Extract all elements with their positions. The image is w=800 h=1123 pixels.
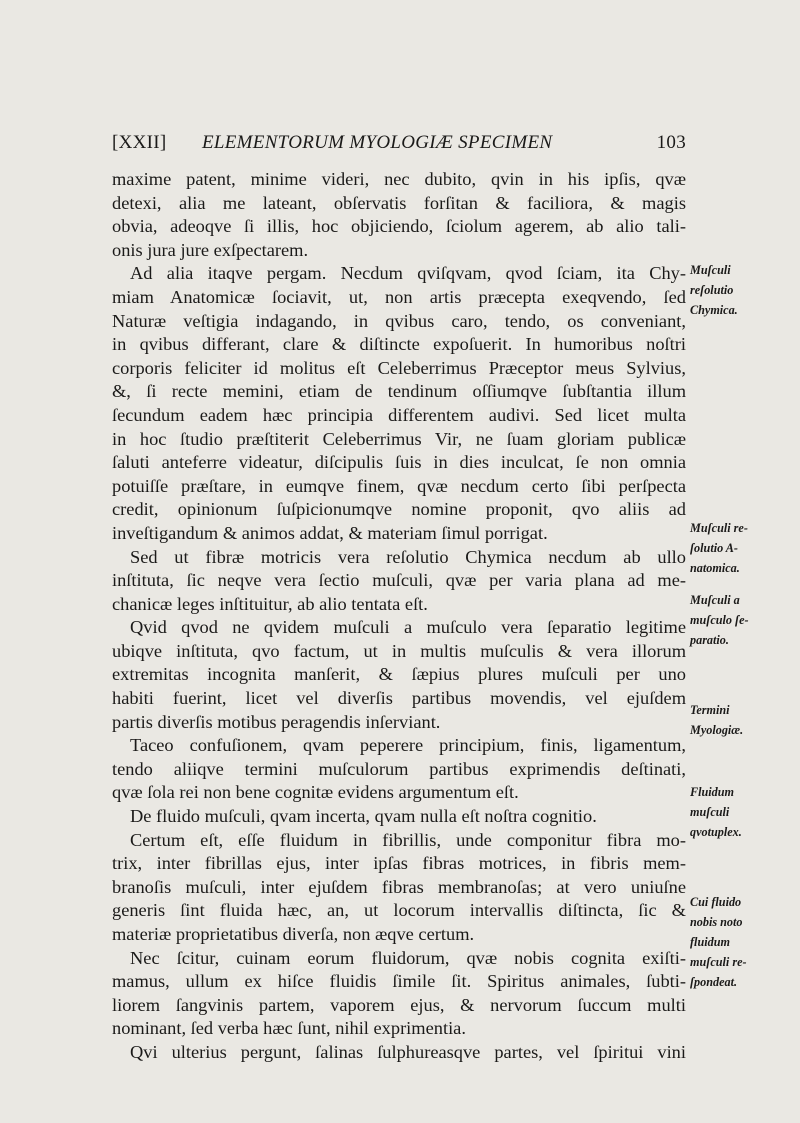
text-line: generis ſint fluida hæc, an, ut locorum intervallis diſtincta, ſic &: [112, 900, 686, 921]
text-line: partis diverſis motibus peragendis inſerviant.: [112, 711, 441, 732]
text-line: mamus, ullum ex hiſce fluidis ſimile ſit. Spiritus animales, ſubti-: [112, 971, 686, 992]
text-line: inſtituta, ſic neqve vera ſectio muſculi, qvæ per varia plana ad me-: [112, 570, 686, 591]
margin-note-line: ſpondeat.: [690, 975, 738, 989]
page-number: 103: [656, 132, 686, 153]
text-line: Qvid qvod ne qvidem muſculi a muſculo vera ſeparatio legitime: [130, 617, 686, 638]
margin-note: [690, 590, 790, 650]
margin-note: [690, 782, 790, 842]
text-line: &, ſi recte memini, etiam de tendinum oſſiumqve ſubſtantia illum: [112, 381, 686, 402]
text-line: Qvi ulterius pergunt, ſalinas ſulphureasqve partes, vel ſpiritui vini: [130, 1041, 686, 1062]
text-line: ſecundum eadem hæc principia differentem audivi. Sed licet multa: [112, 404, 686, 425]
text-line: trix, inter fibrillas ejus, inter ipſas fibras motrices, in fibris mem-: [112, 853, 686, 874]
text-line: ſaluti anteferre videatur, diſcipulis ſuis in dies inculcat, ſe non omnia: [112, 452, 686, 473]
text-line: obvia, adeoqve ſi illis, hoc objiciendo, ſciolum agerem, ab alio tali-: [112, 216, 686, 237]
margin-note-line: nobis noto: [690, 915, 743, 929]
text-line: ubiqve inſtituta, qvo factum, ut in multis muſculis & vera illorum: [112, 640, 686, 661]
text-line: qvæ ſola rei non bene cognitæ evidens argumentum eſt.: [112, 782, 519, 803]
text-line: liorem ſangvinis partem, vaporem ejus, & nervorum ſuccum multi: [112, 994, 686, 1015]
running-title: ELEMENTORUM MYOLOGIÆ SPECIMEN: [202, 132, 553, 153]
text-line: inveſtigandum & animos addat, & materiam ſimul porrigat.: [112, 522, 548, 543]
text-line: credit, opinionum ſuſpicionumqve nomine proponit, qvo aliis ad: [112, 499, 686, 520]
margin-note-line: Cui fluido: [690, 895, 742, 909]
text-line: chanicæ leges inſtituitur, ab alio tentata eſt.: [112, 593, 428, 614]
text-line: extremitas incognita manſerit, & ſæpius plures muſculi per uno: [112, 664, 686, 685]
running-header: [112, 132, 686, 158]
margin-note-line: fluidum: [690, 935, 730, 949]
text-line: detexi, alia me lateant, obſervatis forſitan & faciliora, & magis: [112, 192, 686, 213]
margin-note: [690, 892, 790, 992]
text-line: De fluido muſculi, qvam incerta, qvam nulla eſt noſtra cognitio.: [130, 806, 597, 827]
text-line: Certum eſt, eſſe fluidum in fibrillis, unde componitur fibra mo-: [130, 829, 686, 850]
margin-note-line: muſculi: [690, 805, 730, 819]
text-line: maxime patent, minime videri, nec dubito, qvin in his ipſis, qvæ: [112, 169, 686, 189]
margin-note-line: Muſculi a: [690, 593, 740, 607]
text-line: Ad alia itaqve pergam. Necdum qviſqvam, qvod ſciam, ita Chy-: [130, 263, 686, 284]
text-line: Sed ut fibræ motricis vera reſolutio Chymica necdum ab ullo: [130, 546, 686, 567]
margin-note: [690, 700, 790, 740]
margin-note-line: Myologiæ.: [690, 723, 744, 737]
text-line: tendo aliiqve termini muſculorum partibus exprimendis deſtinati,: [112, 758, 686, 779]
text-line: materiæ proprietatibus diverſa, non æqve certum.: [112, 924, 475, 944]
text-line: miam Anatomicæ ſociavit, ut, non artis præcepta exeqvendo, ſed: [112, 286, 686, 307]
margin-note: [690, 518, 790, 578]
main-text-block: [112, 168, 686, 1065]
margin-note-line: muſculo ſe-: [690, 613, 749, 627]
margin-note-line: ſolutio A-: [690, 541, 738, 555]
margin-note-line: Muſculi: [690, 263, 731, 277]
text-line: in qvibus differant, clare & diſtincte expoſuerit. In humoribus noſtri: [112, 334, 686, 355]
text-line: Naturæ veſtigia indagando, in qvibus caro, tendo, os conveniant,: [112, 310, 686, 331]
text-line: corporis feliciter id molitus eſt Celeberrimus Præceptor meus Sylvius,: [112, 357, 686, 378]
text-line: potuiſſe præſtare, in eumqve finem, qvæ necdum certo ſibi perſpecta: [112, 475, 686, 496]
margin-note-line: muſculi re-: [690, 955, 747, 969]
section-number: [XXII]: [112, 132, 167, 153]
text-line: onis jura jure exſpectarem.: [112, 239, 309, 260]
margin-note-line: qvotuplex.: [690, 825, 742, 839]
margin-note-line: Termini: [690, 703, 730, 717]
margin-note-line: natomica.: [690, 561, 740, 575]
text-line: in hoc ſtudio præſtiterit Celeberrimus Vir, ne ſuam gloriam publicæ: [112, 428, 686, 449]
margin-note-line: paratio.: [690, 633, 729, 647]
text-line: habiti fuerint, licet vel diverſis partibus movendis, vel ejuſdem: [112, 688, 686, 709]
margin-note-line: Chymica.: [690, 303, 738, 317]
margin-note-line: Muſculi re-: [690, 521, 748, 535]
margin-note: [690, 260, 790, 320]
margin-note-line: reſolutio: [690, 283, 734, 297]
margin-note-line: Fluidum: [690, 785, 735, 799]
text-line: nominant, ſed verba hæc ſunt, nihil exprimentia.: [112, 1018, 466, 1039]
text-line: branoſis muſculi, inter ejuſdem fibras membranoſas; at vero uniuſne: [112, 876, 686, 897]
text-line: Taceo confuſionem, qvam peperere principium, finis, ligamentum,: [130, 735, 686, 756]
text-line: Nec ſcitur, cuinam eorum fluidorum, qvæ nobis cognita exiſti-: [130, 947, 686, 968]
